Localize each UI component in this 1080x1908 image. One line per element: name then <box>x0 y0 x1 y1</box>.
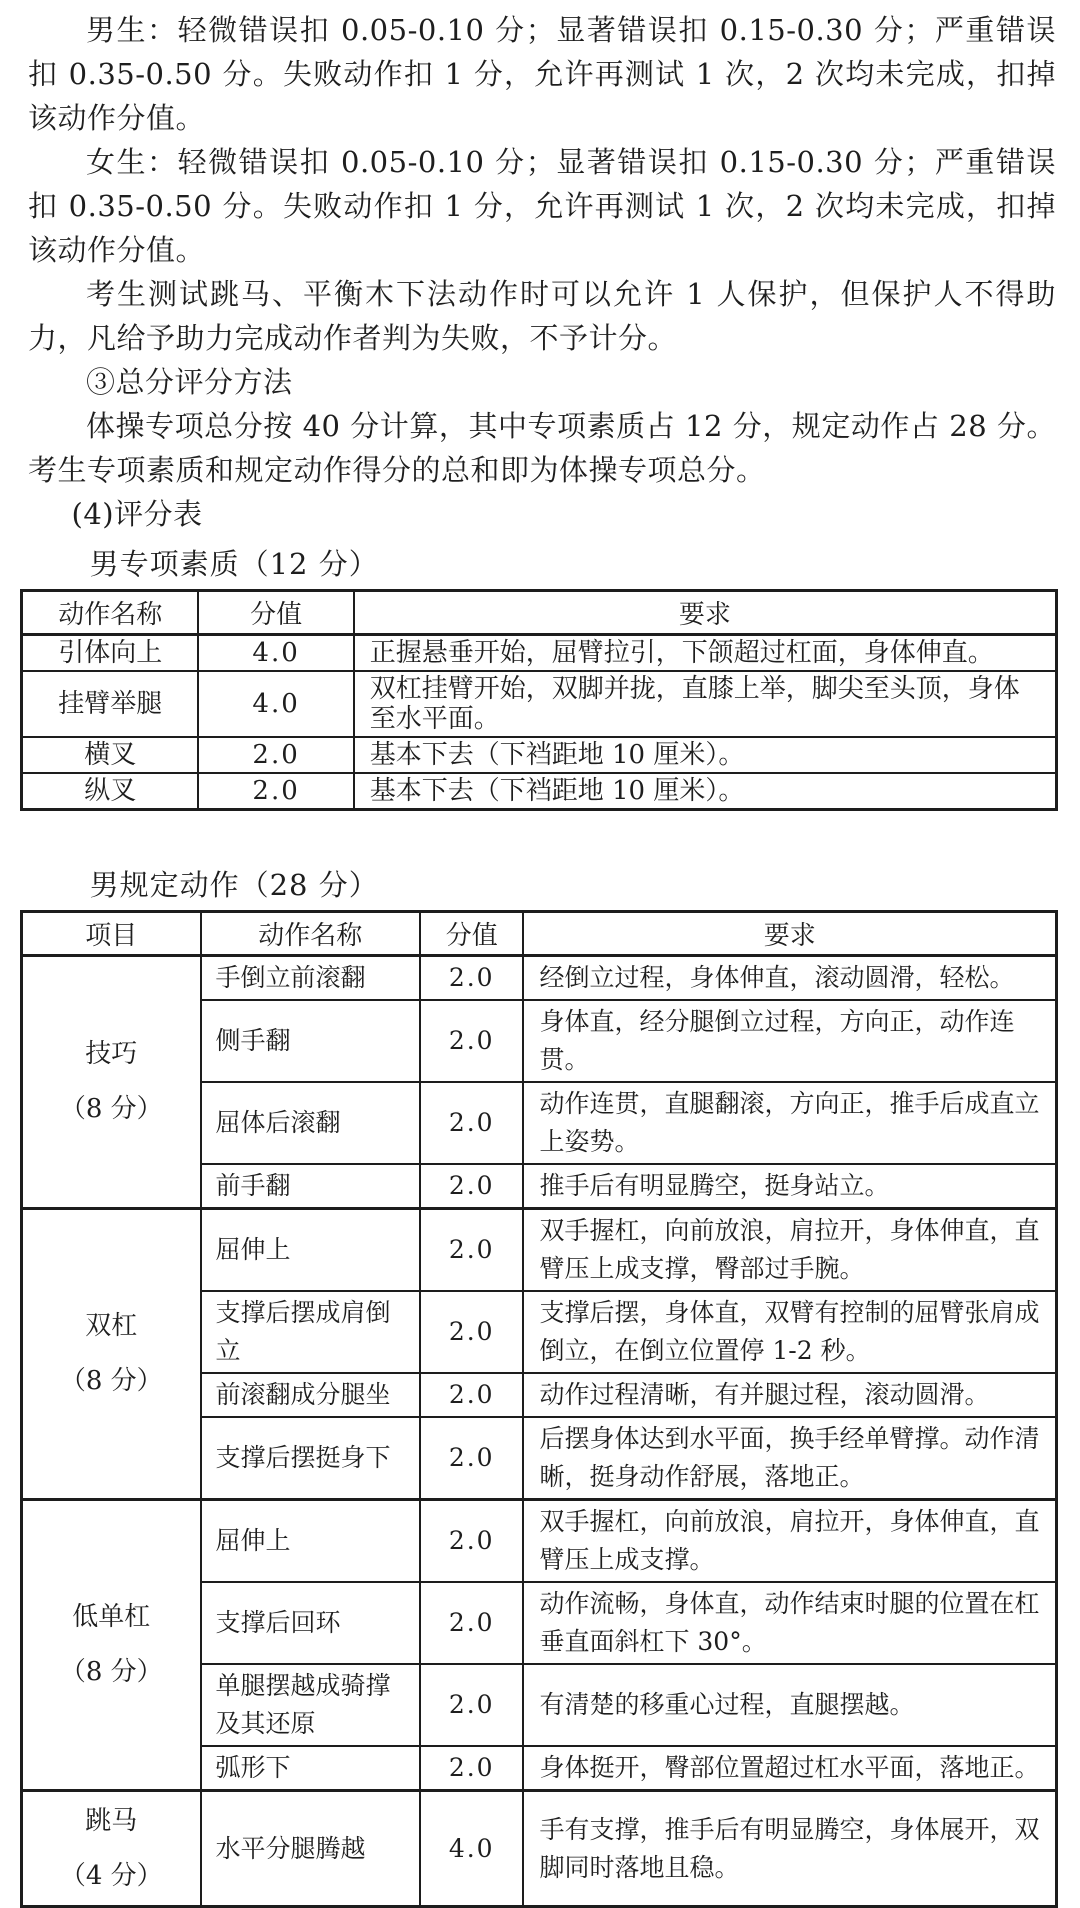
action-name-cell: 单腿摆越成骑撑及其还原 <box>201 1664 420 1746</box>
event-group-score: （8 分） <box>59 1366 163 1396</box>
event-group-cell <box>22 1500 201 1791</box>
event-group-name: 跳马 <box>85 1806 138 1836</box>
event-group-score: （4 分） <box>59 1860 163 1891</box>
table-header-row <box>22 912 1057 956</box>
score-value-cell: 2.0 <box>420 1209 524 1292</box>
para-female-deductions: 女生：轻微错误扣 0.05-0.10 分；显著错误扣 0.15-0.30 分；严重错误扣 0.35-0.50 分。失败动作扣 1 分，允许再测试 1 次，2 次均未完成，扣掉该动作分值。 <box>28 145 1056 267</box>
requirement-cell: 双手握杠，向前放浪，肩拉开，身体伸直，直臂压上成支撑，臀部过手腕。 <box>523 1209 1056 1292</box>
requirement-cell: 双手握杠，向前放浪，肩拉开，身体伸直，直臂压上成支撑。 <box>523 1500 1056 1583</box>
requirement-cell: 经倒立过程，身体伸直，滚动圆滑，轻松。 <box>523 956 1056 1001</box>
male-routine-table-title: 男规定动作（28 分） <box>89 868 379 902</box>
action-name-cell: 支撑后摆挺身下 <box>201 1417 420 1500</box>
requirement-cell: 有清楚的移重心过程，直腿摆越。 <box>523 1664 1056 1746</box>
requirement-cell: 基本下去（下裆距地 10 厘米）。 <box>354 773 1057 810</box>
score-value-cell: 2.0 <box>420 956 524 1001</box>
score-value-cell: 2.0 <box>198 773 353 810</box>
action-name-cell: 前滚翻成分腿坐 <box>201 1373 420 1417</box>
score-value-cell: 4.0 <box>420 1791 524 1907</box>
action-name-cell: 水平分腿腾越 <box>201 1791 420 1907</box>
col-header-score-value: 分值 <box>198 591 353 635</box>
male-routine-table <box>20 910 1058 1908</box>
requirement-cell: 手有支撑，推手后有明显腾空，身体展开，双脚同时落地且稳。 <box>523 1791 1056 1907</box>
requirement-cell: 动作流畅，身体直，动作结束时腿的位置在杠垂直面斜杠下 30°。 <box>523 1582 1056 1664</box>
requirement-cell: 动作过程清晰，有并腿过程，滚动圆滑。 <box>523 1373 1056 1417</box>
requirement-cell: 双杠挂臂开始，双脚并拢，直膝上举，脚尖至头顶，身体至水平面。 <box>354 671 1057 737</box>
table-row <box>22 1209 1057 1292</box>
score-value-cell: 2.0 <box>198 737 353 773</box>
action-name-cell: 屈伸上 <box>201 1500 420 1583</box>
requirement-cell: 正握悬垂开始，屈臂拉引，下颌超过杠面，身体伸直。 <box>354 635 1057 672</box>
table-row <box>22 956 1057 1001</box>
action-name-cell: 支撑后摆成肩倒立 <box>201 1291 420 1373</box>
action-name-cell: 侧手翻 <box>201 1000 420 1082</box>
action-name-cell: 支撑后回环 <box>201 1582 420 1664</box>
action-name-cell: 手倒立前滚翻 <box>201 956 420 1001</box>
score-value-cell: 2.0 <box>420 1291 524 1373</box>
requirement-cell: 基本下去（下裆距地 10 厘米）。 <box>354 737 1057 773</box>
requirement-cell: 后摆身体达到水平面，换手经单臂撑。动作清晰，挺身动作舒展，落地正。 <box>523 1417 1056 1500</box>
table-header-row <box>22 591 1057 635</box>
score-value-cell: 2.0 <box>420 1164 524 1209</box>
col-header-requirement: 要求 <box>354 591 1057 635</box>
score-value-cell: 2.0 <box>420 1500 524 1583</box>
para-total-score-calc: 体操专项总分按 40 分计算，其中专项素质占 12 分，规定动作占 28 分。考生专项素质和规定动作得分的总和即为体操专项总分。 <box>28 409 1056 487</box>
table-row <box>22 635 1057 672</box>
event-group-name: 双杠 <box>85 1311 138 1342</box>
score-value-cell: 4.0 <box>198 635 353 672</box>
event-group-cell <box>22 1791 201 1907</box>
action-name-cell: 屈体后滚翻 <box>201 1082 420 1164</box>
para-male-deductions: 男生：轻微错误扣 0.05-0.10 分；显著错误扣 0.15-0.30 分；严重错误扣 0.35-0.50 分。失败动作扣 1 分，允许再测试 1 次，2 次均未完成，扣掉该动作分值。 <box>28 13 1056 135</box>
male-fitness-table <box>20 589 1058 811</box>
requirement-cell: 动作连贯，直腿翻滚，方向正，推手后成直立上姿势。 <box>523 1082 1056 1164</box>
heading-score-table-label: (4)评分表 <box>71 497 203 531</box>
para-protection-rule: 考生测试跳马、平衡木下法动作时可以允许 1 人保护，但保护人不得助力，凡给予助力完成动作者判为失败，不予计分。 <box>28 277 1056 355</box>
score-value-cell: 2.0 <box>420 1664 524 1746</box>
table-row <box>22 737 1057 773</box>
requirement-cell: 身体直，经分腿倒立过程，方向正，动作连贯。 <box>523 1000 1056 1082</box>
action-name-cell: 挂臂举腿 <box>22 671 199 737</box>
score-value-cell: 2.0 <box>420 1582 524 1664</box>
action-name-cell: 前手翻 <box>201 1164 420 1209</box>
table-row <box>22 671 1057 737</box>
event-group-name: 技巧 <box>85 1039 138 1070</box>
col-header-event: 项目 <box>22 912 201 956</box>
event-group-cell <box>22 956 201 1209</box>
score-value-cell: 2.0 <box>420 1746 524 1791</box>
action-name-cell: 纵叉 <box>22 773 199 810</box>
score-value-cell: 4.0 <box>198 671 353 737</box>
event-group-score: （8 分） <box>59 1657 163 1687</box>
table-row <box>22 773 1057 810</box>
table-row <box>22 1500 1057 1583</box>
col-header-action-name: 动作名称 <box>201 912 420 956</box>
heading-total-score-method: ③总分评分方法 <box>86 365 293 399</box>
score-value-cell: 2.0 <box>420 1417 524 1500</box>
col-header-requirement: 要求 <box>523 912 1056 956</box>
col-header-action-name: 动作名称 <box>22 591 199 635</box>
score-value-cell: 2.0 <box>420 1000 524 1082</box>
action-name-cell: 横叉 <box>22 737 199 773</box>
event-group-score: （8 分） <box>59 1094 163 1124</box>
event-group-cell <box>22 1209 201 1500</box>
score-value-cell: 2.0 <box>420 1373 524 1417</box>
table-row <box>22 1791 1057 1907</box>
requirement-cell: 身体挺开，臀部位置超过杠水平面，落地正。 <box>523 1746 1056 1791</box>
requirement-cell: 支撑后摆，身体直，双臂有控制的屈臂张肩成倒立，在倒立位置停 1-2 秒。 <box>523 1291 1056 1373</box>
action-name-cell: 弧形下 <box>201 1746 420 1791</box>
col-header-score-value: 分值 <box>420 912 524 956</box>
score-value-cell: 2.0 <box>420 1082 524 1164</box>
action-name-cell: 屈伸上 <box>201 1209 420 1292</box>
action-name-cell: 引体向上 <box>22 635 199 672</box>
male-fitness-table-title: 男专项素质（12 分） <box>89 547 379 581</box>
event-group-name: 低单杠 <box>72 1602 151 1633</box>
requirement-cell: 推手后有明显腾空，挺身站立。 <box>523 1164 1056 1209</box>
